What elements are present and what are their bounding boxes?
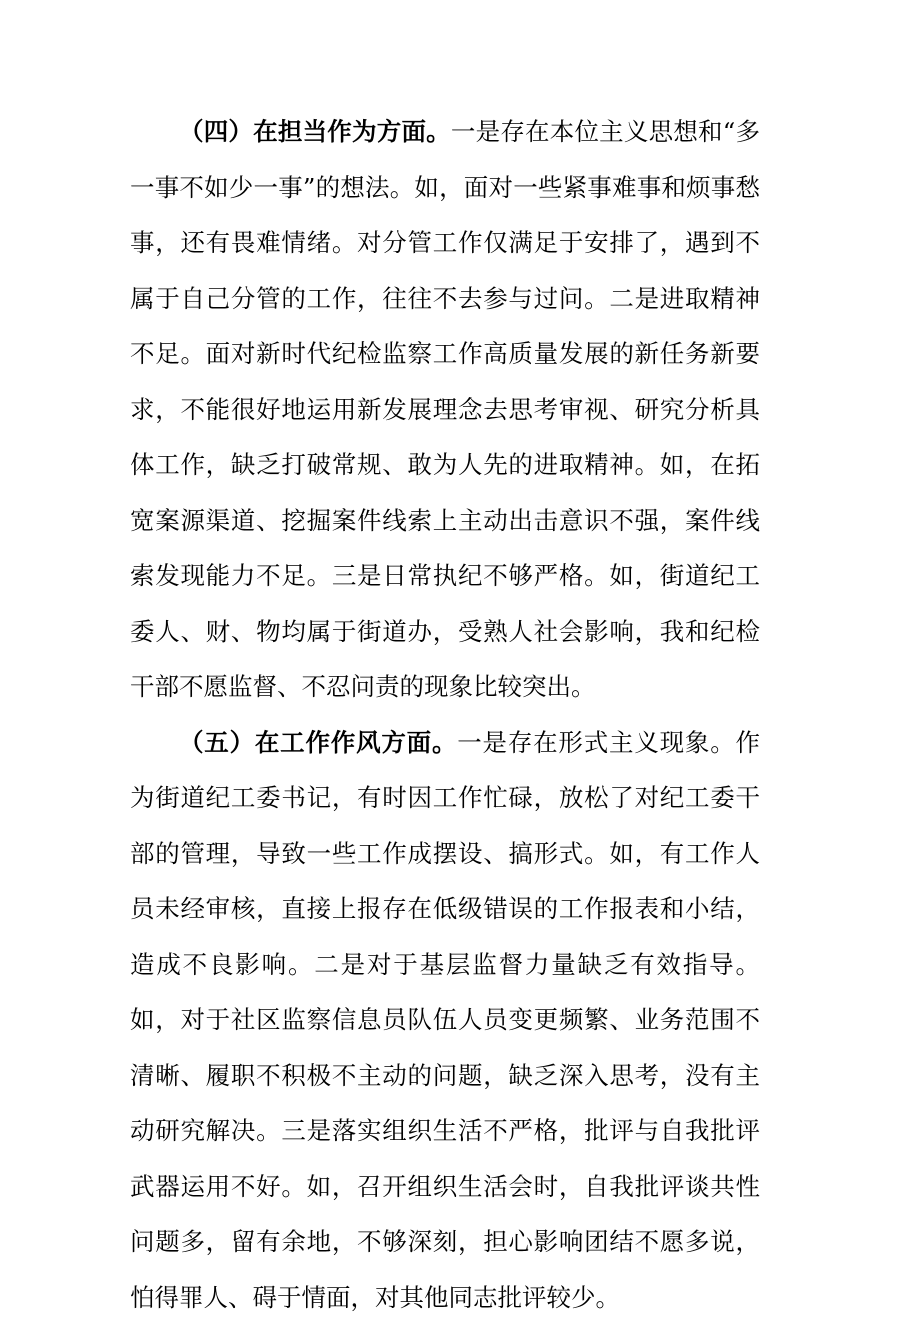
paragraph-4-body: 一是存在本位主义思想和“多一事不如少一事”的想法。如，面对一些紧事难事和烦事愁事，还有畏难情绪。对分管工作仅满足于安排了，遇到不属于自己分管的工作，往往不去参与过问。二是进取精神不足。面对新时代纪检监察工作高质量发展的新任务新要求，不能很好地运用新发展理念去思考审视、研究分析具体工作，缺乏打破常规、敢为人先的进取精神。如，在拓宽案源渠道、挖掘案件线索上主动出击意识不强，案件线索发现能力不足。三是日常执纪不够严格。如，街道纪工委人、财、物均属于街道办，受熟人社会影响，我和纪检干部不愿监督、不忍问责的现象比较突出。 bbox=[130, 117, 760, 701]
paragraph-5 bbox=[130, 715, 760, 1325]
document-page bbox=[130, 104, 760, 1325]
paragraph-4-heading: （四）在担当作为方面。 bbox=[179, 117, 451, 146]
paragraph-4 bbox=[130, 104, 760, 715]
paragraph-5-heading: （五）在工作作风方面。 bbox=[179, 728, 457, 757]
paragraph-5-body: 一是存在形式主义现象。作为街道纪工委书记，有时因工作忙碌，放松了对纪工委干部的管理，导致一些工作成摆设、搞形式。如，有工作人员未经审核，直接上报存在低级错误的工作报表和小结，造成不良影响。二是对于基层监督力量缺乏有效指导。如，对于社区监察信息员队伍人员变更频繁、业务范围不清晰、履职不积极不主动的问题，缺乏深入思考，没有主动研究解决。三是落实组织生活不严格，批评与自我批评武器运用不好。如，召开组织生活会时，自我批评谈共性问题多，留有余地，不够深刻，担心影响团结不愿多说，怕得罪人、碍于情面，对其他同志批评较少。 bbox=[130, 728, 760, 1312]
